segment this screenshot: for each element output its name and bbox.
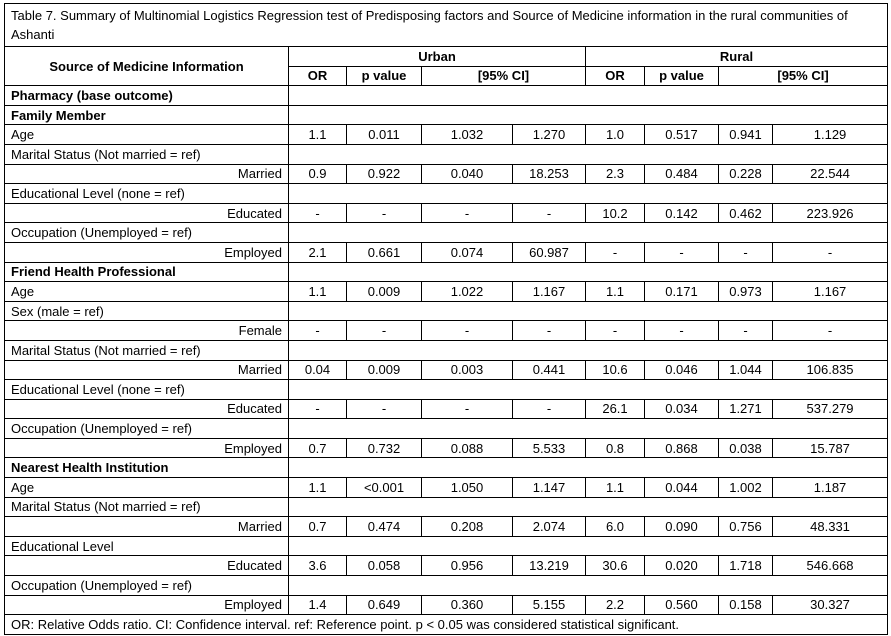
rural-ci-lower-cell: - xyxy=(719,321,773,341)
rural-ci-lower-cell: 1.718 xyxy=(719,556,773,576)
base-outcome-label: Pharmacy (base outcome) xyxy=(5,86,289,106)
caption-row xyxy=(5,4,888,47)
rural-ci-upper-cell: 537.279 xyxy=(773,399,888,419)
table-footnote: OR: Relative Odds ratio. CI: Confidence interval. ref: Reference point. p < 0.05 was considered statistical significant. xyxy=(5,615,888,635)
urban-p-header: p value xyxy=(347,66,422,86)
urban-or-header: OR xyxy=(289,66,347,86)
rural-p-value-cell: 0.484 xyxy=(645,164,719,184)
rural-or-cell: 6.0 xyxy=(586,517,645,537)
rural-ci-upper-cell: 106.835 xyxy=(773,360,888,380)
variable-label-row xyxy=(5,223,888,243)
rural-ci-lower-cell: 0.158 xyxy=(719,595,773,615)
table-row xyxy=(5,360,888,380)
urban-ci-lower-cell: 1.050 xyxy=(422,478,513,498)
variable-label: Marital Status (Not married = ref) xyxy=(5,497,289,517)
urban-or-cell: 1.1 xyxy=(289,125,347,145)
section-row xyxy=(5,105,888,125)
rural-ci-upper-cell: 223.926 xyxy=(773,203,888,223)
rural-ci-upper-cell: 15.787 xyxy=(773,438,888,458)
urban-ci-upper-cell: 13.219 xyxy=(513,556,586,576)
table-row xyxy=(5,242,888,262)
empty-cell xyxy=(289,497,888,517)
table-row xyxy=(5,164,888,184)
rural-or-cell: 10.6 xyxy=(586,360,645,380)
rural-ci-lower-cell: 1.002 xyxy=(719,478,773,498)
variable-label: Age xyxy=(5,478,289,498)
source-column-header: Source of Medicine Information xyxy=(5,47,289,86)
urban-ci-upper-cell: 60.987 xyxy=(513,242,586,262)
variable-label-row xyxy=(5,301,888,321)
rural-ci-upper-cell: 546.668 xyxy=(773,556,888,576)
variable-label-row xyxy=(5,576,888,596)
table-row xyxy=(5,321,888,341)
urban-ci-lower-cell: 0.956 xyxy=(422,556,513,576)
urban-p-value-cell: 0.009 xyxy=(347,282,422,302)
empty-cell xyxy=(289,340,888,360)
rural-ci-lower-cell: - xyxy=(719,242,773,262)
urban-p-value-cell: <0.001 xyxy=(347,478,422,498)
variable-label: Age xyxy=(5,282,289,302)
section-label: Nearest Health Institution xyxy=(5,458,289,478)
urban-ci-upper-cell: - xyxy=(513,321,586,341)
rural-ci-upper-cell: 1.187 xyxy=(773,478,888,498)
table-row xyxy=(5,517,888,537)
urban-or-cell: 2.1 xyxy=(289,242,347,262)
category-label: Married xyxy=(5,360,289,380)
category-label: Employed xyxy=(5,595,289,615)
rural-p-value-cell: 0.517 xyxy=(645,125,719,145)
empty-cell xyxy=(289,223,888,243)
empty-cell xyxy=(289,536,888,556)
rural-or-cell: 2.3 xyxy=(586,164,645,184)
rural-ci-upper-cell: - xyxy=(773,321,888,341)
variable-label: Occupation (Unemployed = ref) xyxy=(5,419,289,439)
variable-label: Educational Level (none = ref) xyxy=(5,380,289,400)
empty-cell xyxy=(289,458,888,478)
urban-p-value-cell: 0.922 xyxy=(347,164,422,184)
rural-p-value-cell: 0.171 xyxy=(645,282,719,302)
rural-p-value-cell: - xyxy=(645,321,719,341)
table-caption: Table 7. Summary of Multinomial Logistics Regression test of Predisposing factors and Source of Medicine information in the rural communities of Ashanti xyxy=(5,4,888,47)
section-row xyxy=(5,458,888,478)
urban-or-cell: 1.1 xyxy=(289,282,347,302)
variable-label: Age xyxy=(5,125,289,145)
urban-or-cell: - xyxy=(289,321,347,341)
variable-label: Educational Level xyxy=(5,536,289,556)
rural-or-cell: - xyxy=(586,321,645,341)
rural-or-cell: 30.6 xyxy=(586,556,645,576)
rural-p-value-cell: 0.046 xyxy=(645,360,719,380)
urban-ci-header: [95% CI] xyxy=(422,66,586,86)
empty-cell xyxy=(289,105,888,125)
rural-ci-lower-cell: 0.756 xyxy=(719,517,773,537)
urban-ci-lower-cell: 0.088 xyxy=(422,438,513,458)
table-row xyxy=(5,282,888,302)
rural-p-header: p value xyxy=(645,66,719,86)
urban-or-cell: - xyxy=(289,203,347,223)
empty-cell xyxy=(289,144,888,164)
urban-or-cell: 0.7 xyxy=(289,517,347,537)
urban-ci-lower-cell: 0.360 xyxy=(422,595,513,615)
rural-or-cell: 2.2 xyxy=(586,595,645,615)
rural-p-value-cell: 0.560 xyxy=(645,595,719,615)
table-row xyxy=(5,556,888,576)
variable-label-row xyxy=(5,144,888,164)
table-row xyxy=(5,438,888,458)
rural-ci-upper-cell: 1.167 xyxy=(773,282,888,302)
variable-label: Occupation (Unemployed = ref) xyxy=(5,223,289,243)
rural-or-cell: - xyxy=(586,242,645,262)
urban-p-value-cell: 0.011 xyxy=(347,125,422,145)
rural-header: Rural xyxy=(586,47,888,67)
category-label: Employed xyxy=(5,242,289,262)
variable-label: Marital Status (Not married = ref) xyxy=(5,144,289,164)
urban-p-value-cell: 0.732 xyxy=(347,438,422,458)
table-row xyxy=(5,595,888,615)
rural-or-header: OR xyxy=(586,66,645,86)
urban-or-cell: 1.4 xyxy=(289,595,347,615)
urban-or-cell: 0.7 xyxy=(289,438,347,458)
rural-or-cell: 0.8 xyxy=(586,438,645,458)
category-label: Educated xyxy=(5,399,289,419)
variable-label: Occupation (Unemployed = ref) xyxy=(5,576,289,596)
urban-p-value-cell: 0.058 xyxy=(347,556,422,576)
variable-label-row xyxy=(5,419,888,439)
variable-label: Marital Status (Not married = ref) xyxy=(5,340,289,360)
table-row xyxy=(5,399,888,419)
rural-ci-lower-cell: 1.044 xyxy=(719,360,773,380)
urban-ci-lower-cell: 0.074 xyxy=(422,242,513,262)
empty-cell xyxy=(289,86,888,106)
variable-label-row xyxy=(5,380,888,400)
section-row xyxy=(5,262,888,282)
section-label: Family Member xyxy=(5,105,289,125)
rural-or-cell: 1.1 xyxy=(586,282,645,302)
rural-ci-lower-cell: 0.038 xyxy=(719,438,773,458)
variable-label-row xyxy=(5,184,888,204)
urban-p-value-cell: 0.009 xyxy=(347,360,422,380)
variable-label: Educational Level (none = ref) xyxy=(5,184,289,204)
category-label: Educated xyxy=(5,203,289,223)
rural-ci-lower-cell: 0.228 xyxy=(719,164,773,184)
urban-ci-upper-cell: 18.253 xyxy=(513,164,586,184)
urban-ci-lower-cell: 0.208 xyxy=(422,517,513,537)
results-table xyxy=(4,3,888,635)
footnote-row xyxy=(5,615,888,635)
rural-ci-upper-cell: 30.327 xyxy=(773,595,888,615)
rural-p-value-cell: 0.090 xyxy=(645,517,719,537)
header-row-1 xyxy=(5,47,888,67)
rural-or-cell: 10.2 xyxy=(586,203,645,223)
rural-p-value-cell: 0.020 xyxy=(645,556,719,576)
section-label: Friend Health Professional xyxy=(5,262,289,282)
urban-p-value-cell: 0.474 xyxy=(347,517,422,537)
variable-label: Sex (male = ref) xyxy=(5,301,289,321)
rural-ci-upper-cell: 48.331 xyxy=(773,517,888,537)
urban-ci-lower-cell: - xyxy=(422,321,513,341)
variable-label-row xyxy=(5,536,888,556)
empty-cell xyxy=(289,576,888,596)
empty-cell xyxy=(289,380,888,400)
urban-header: Urban xyxy=(289,47,586,67)
urban-p-value-cell: 0.661 xyxy=(347,242,422,262)
rural-ci-lower-cell: 0.973 xyxy=(719,282,773,302)
empty-cell xyxy=(289,184,888,204)
rural-or-cell: 26.1 xyxy=(586,399,645,419)
urban-ci-upper-cell: - xyxy=(513,399,586,419)
urban-or-cell: 0.04 xyxy=(289,360,347,380)
category-label: Married xyxy=(5,164,289,184)
urban-ci-upper-cell: 5.155 xyxy=(513,595,586,615)
empty-cell xyxy=(289,301,888,321)
urban-ci-upper-cell: 1.147 xyxy=(513,478,586,498)
urban-ci-upper-cell: 1.167 xyxy=(513,282,586,302)
table-row xyxy=(5,478,888,498)
rural-or-cell: 1.0 xyxy=(586,125,645,145)
table-row xyxy=(5,203,888,223)
urban-p-value-cell: - xyxy=(347,203,422,223)
urban-p-value-cell: - xyxy=(347,321,422,341)
urban-or-cell: 1.1 xyxy=(289,478,347,498)
urban-ci-lower-cell: - xyxy=(422,399,513,419)
table-container xyxy=(4,3,887,635)
urban-ci-upper-cell: 2.074 xyxy=(513,517,586,537)
urban-ci-upper-cell: 1.270 xyxy=(513,125,586,145)
urban-ci-lower-cell: 1.022 xyxy=(422,282,513,302)
urban-ci-lower-cell: - xyxy=(422,203,513,223)
rural-p-value-cell: 0.868 xyxy=(645,438,719,458)
urban-or-cell: 0.9 xyxy=(289,164,347,184)
rural-p-value-cell: - xyxy=(645,242,719,262)
urban-ci-lower-cell: 0.003 xyxy=(422,360,513,380)
urban-ci-lower-cell: 0.040 xyxy=(422,164,513,184)
urban-ci-upper-cell: 0.441 xyxy=(513,360,586,380)
category-label: Female xyxy=(5,321,289,341)
rural-ci-lower-cell: 0.941 xyxy=(719,125,773,145)
urban-or-cell: - xyxy=(289,399,347,419)
urban-p-value-cell: 0.649 xyxy=(347,595,422,615)
urban-p-value-cell: - xyxy=(347,399,422,419)
urban-ci-upper-cell: - xyxy=(513,203,586,223)
rural-ci-upper-cell: 22.544 xyxy=(773,164,888,184)
urban-ci-upper-cell: 5.533 xyxy=(513,438,586,458)
rural-or-cell: 1.1 xyxy=(586,478,645,498)
rural-ci-upper-cell: 1.129 xyxy=(773,125,888,145)
urban-or-cell: 3.6 xyxy=(289,556,347,576)
rural-ci-header: [95% CI] xyxy=(719,66,888,86)
rural-ci-lower-cell: 1.271 xyxy=(719,399,773,419)
category-label: Employed xyxy=(5,438,289,458)
category-label: Educated xyxy=(5,556,289,576)
base-outcome-row xyxy=(5,86,888,106)
variable-label-row xyxy=(5,497,888,517)
rural-p-value-cell: 0.044 xyxy=(645,478,719,498)
empty-cell xyxy=(289,419,888,439)
category-label: Married xyxy=(5,517,289,537)
urban-ci-lower-cell: 1.032 xyxy=(422,125,513,145)
rural-ci-upper-cell: - xyxy=(773,242,888,262)
rural-p-value-cell: 0.034 xyxy=(645,399,719,419)
empty-cell xyxy=(289,262,888,282)
rural-p-value-cell: 0.142 xyxy=(645,203,719,223)
rural-ci-lower-cell: 0.462 xyxy=(719,203,773,223)
table-row xyxy=(5,125,888,145)
variable-label-row xyxy=(5,340,888,360)
